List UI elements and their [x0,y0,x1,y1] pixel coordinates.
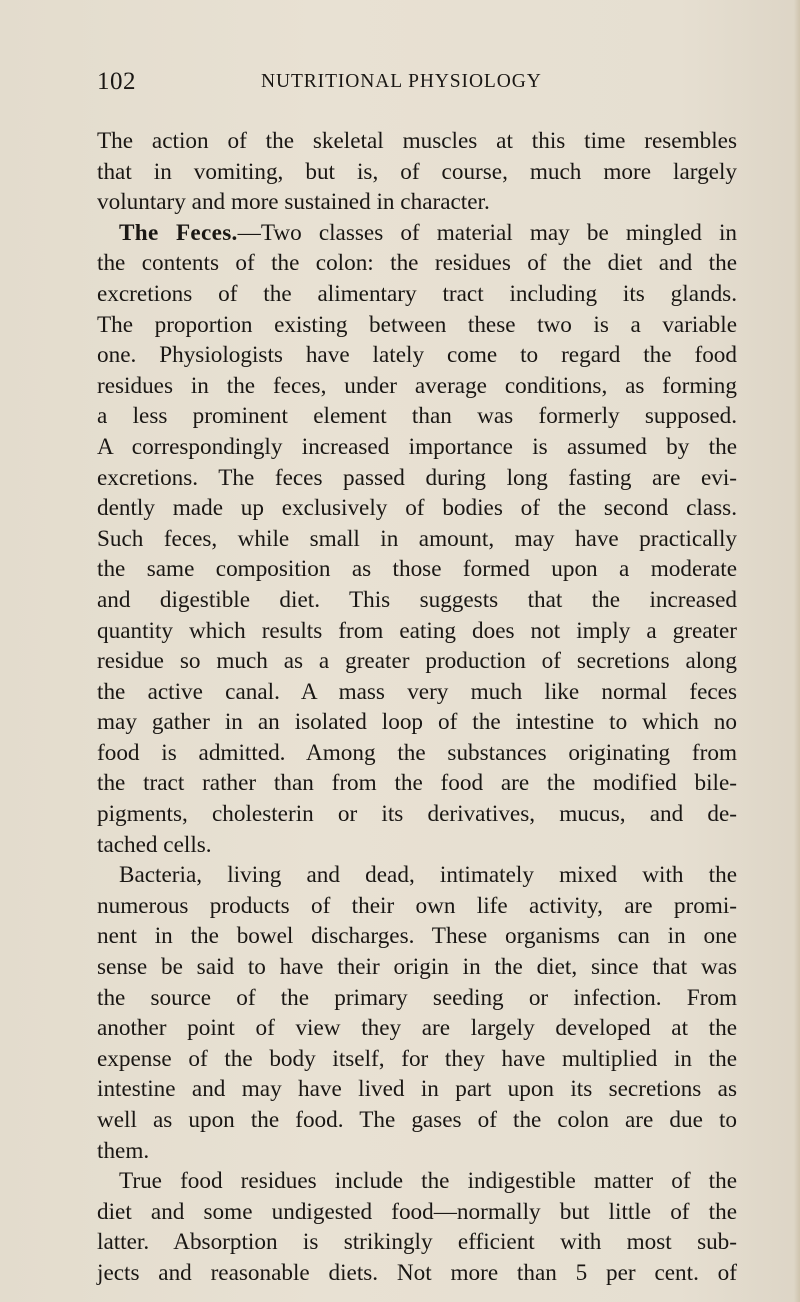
text-line: numerous products of their own life activity, are promi- [97,892,737,919]
page-edge-shadow [794,0,800,1302]
text-line: residue so much as a greater production of secretions along [97,648,737,675]
text-line: the contents of the colon: the residues of the diet and the [97,250,737,277]
text-line: the tract rather than from the food are the modified bile- [97,770,737,797]
text-line: another point of view they are largely developed at the [97,1015,737,1042]
text-line: nent in the bowel discharges. These organisms can in one [97,923,737,950]
text-line: diet and some undigested food—normally but little of the [97,1198,737,1225]
text-line: tached cells. [97,831,212,858]
text-line: Bacteria, living and dead, intimately mixed with the [119,862,737,889]
text-line: the source of the primary seeding or infection. From [97,984,737,1011]
text-line: them. [97,1137,150,1164]
text-line: one. Physiologists have lately come to regard the food [97,342,737,369]
text-line: expense of the body itself, for they have multiplied in the [97,1045,737,1072]
text-line: A correspondingly increased importance is assumed by the [97,433,737,460]
text-segment: —Two classes of material may be mingled in [237,219,738,246]
text-line: The proportion existing between these two is a variable [97,311,737,338]
text-line: Such feces, while small in amount, may have practically [97,525,737,552]
running-head [97,68,737,98]
text-line: well as upon the food. The gases of the colon are due to [97,1107,737,1133]
text-line: excretions of the alimentary tract including its glands. [97,280,737,307]
text-line: that in vomiting, but is, of course, much more largely [97,158,737,185]
text-line: residues in the feces, under average conditions, as forming [97,372,737,399]
text-line: quantity which results from eating does not imply a greater [97,617,737,644]
body-text [97,126,737,1289]
text-line: the active canal. A mass very much like normal feces [97,678,737,705]
text-line: The action of the skeletal muscles at this time resembles [97,128,737,154]
text-line: and digestible diet. This suggests that the increased [97,586,737,613]
section-run-in-heading: The Feces. [119,219,238,246]
text-line: food is admitted. Among the substances originating from [97,739,737,766]
text-line: jects and reasonable diets. Not more than 5 per cent. of [97,1259,737,1286]
text-line: True food residues include the indigestible matter of the [119,1168,737,1195]
text-line: voluntary and more sustained in character. [97,189,490,216]
text-line [97,218,737,249]
running-title: NUTRITIONAL PHYSIOLOGY [261,71,542,92]
text-line: may gather in an isolated loop of the intestine to which no [97,709,737,736]
text-line: dently made up exclusively of bodies of the second class. [97,495,737,522]
text-line: intestine and may have lived in part upon its secretions as [97,1076,737,1103]
text-line: the same composition as those formed upon a moderate [97,556,737,583]
text-line: latter. Absorption is strikingly efficient with most sub- [97,1229,737,1256]
page-number: 102 [97,68,136,95]
text-line: a less prominent element than was formerly supposed. [97,403,737,430]
text-line: sense be said to have their origin in the diet, since that was [97,954,737,981]
text-line: pigments, cholesterin or its derivatives, mucus, and de- [97,801,737,828]
text-line: excretions. The feces passed during long fasting are evi- [97,464,737,491]
